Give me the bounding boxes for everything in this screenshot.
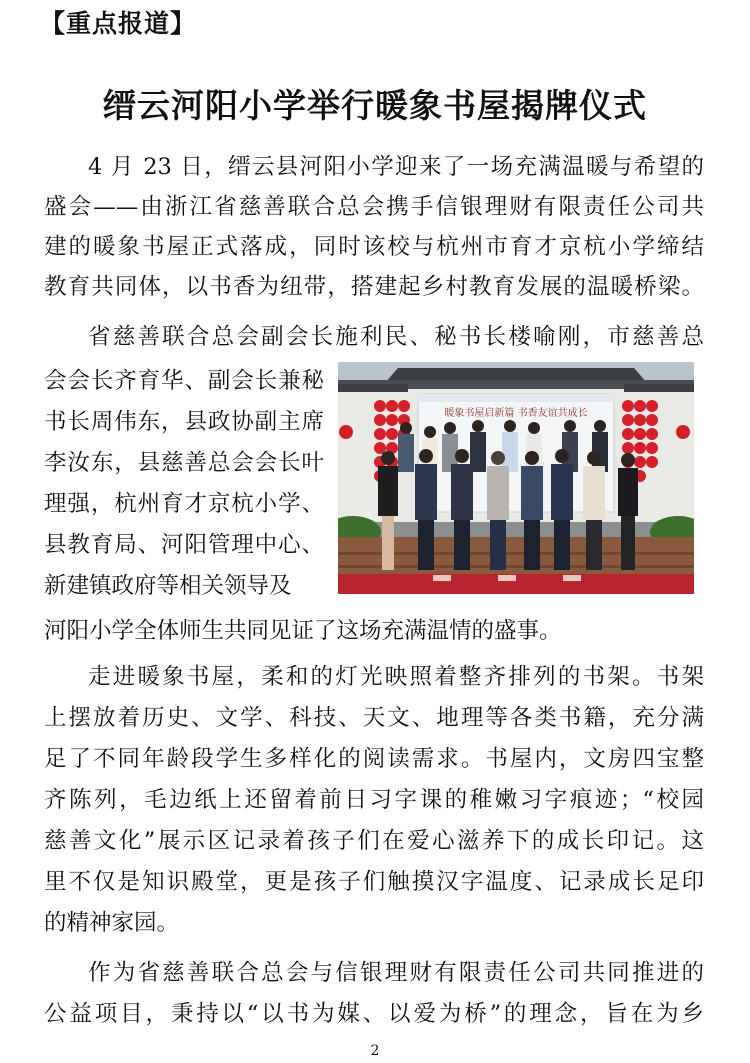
paragraph-line: 会会长齐育华、副会长兼秘 [44,368,324,394]
paragraph-line: 慈善文化”展示区记录着孩子们在爱心滋养下的成长印记。这 [44,828,704,854]
paragraph-line: 4 月 23 日，缙云县河阳小学迎来了一场充满温暖与希望的 [88,154,704,180]
paragraph-line: 省慈善联合总会副会长施利民、秘书长楼喻刚，市慈善总 [88,324,704,350]
paragraph-line: 里不仅是知识殿堂，更是孩子们触摸汉字温度、记录成长足印 [44,869,704,895]
paragraph-line: 足了不同年龄段学生多样化的阅读需求。书屋内，文房四宝整 [44,746,704,772]
paragraph-line: 齐陈列，毛边纸上还留着前日习字课的稚嫩习字痕迹；“校园 [44,787,704,813]
paragraph-line: 理强，杭州育才京杭小学、 [44,491,324,517]
paragraph-line: 书长周伟东，县政协副主席 [44,409,324,435]
banner-text: 暖象书屋启新篇 书香友谊共成长 [444,408,588,419]
paragraph-line: 新建镇政府等相关领导及 [44,573,292,599]
paragraph-line: 李汝东，县慈善总会会长叶 [44,450,324,476]
ceremony-photo [338,362,694,594]
page-number: 2 [370,1043,380,1059]
section-tag: 【重点报道】 [40,9,197,38]
paragraph-line: 公益项目，秉持以“以书为媒、以爱为桥”的理念，旨在为乡 [44,1001,704,1027]
article-title: 缙云河阳小学举行暖象书屋揭牌仪式 [103,86,647,125]
paragraph-line: 走进暖象书屋，柔和的灯光映照着整齐排列的书架。书架 [88,664,704,690]
paragraph-line: 建的暖象书屋正式落成，同时该校与杭州市育才京杭小学缔结 [44,234,704,260]
paragraph-line: 作为省慈善联合总会与信银理财有限责任公司共同推进的 [88,960,704,986]
paragraph-line: 县教育局、河阳管理中心、 [44,532,324,558]
paragraph-line: 的精神家园。 [44,910,180,936]
paragraph-line: 教育共同体，以书香为纽带，搭建起乡村教育发展的温暖桥梁。 [44,274,704,300]
paragraph-line: 盛会——由浙江省慈善联合总会携手信银理财有限责任公司共 [44,194,704,220]
paragraph-line: 上摆放着历史、文学、科技、天文、地理等各类书籍，充分满 [44,705,704,731]
paragraph-line: 河阳小学全体师生共同见证了这场充满温情的盛事。 [44,618,562,644]
